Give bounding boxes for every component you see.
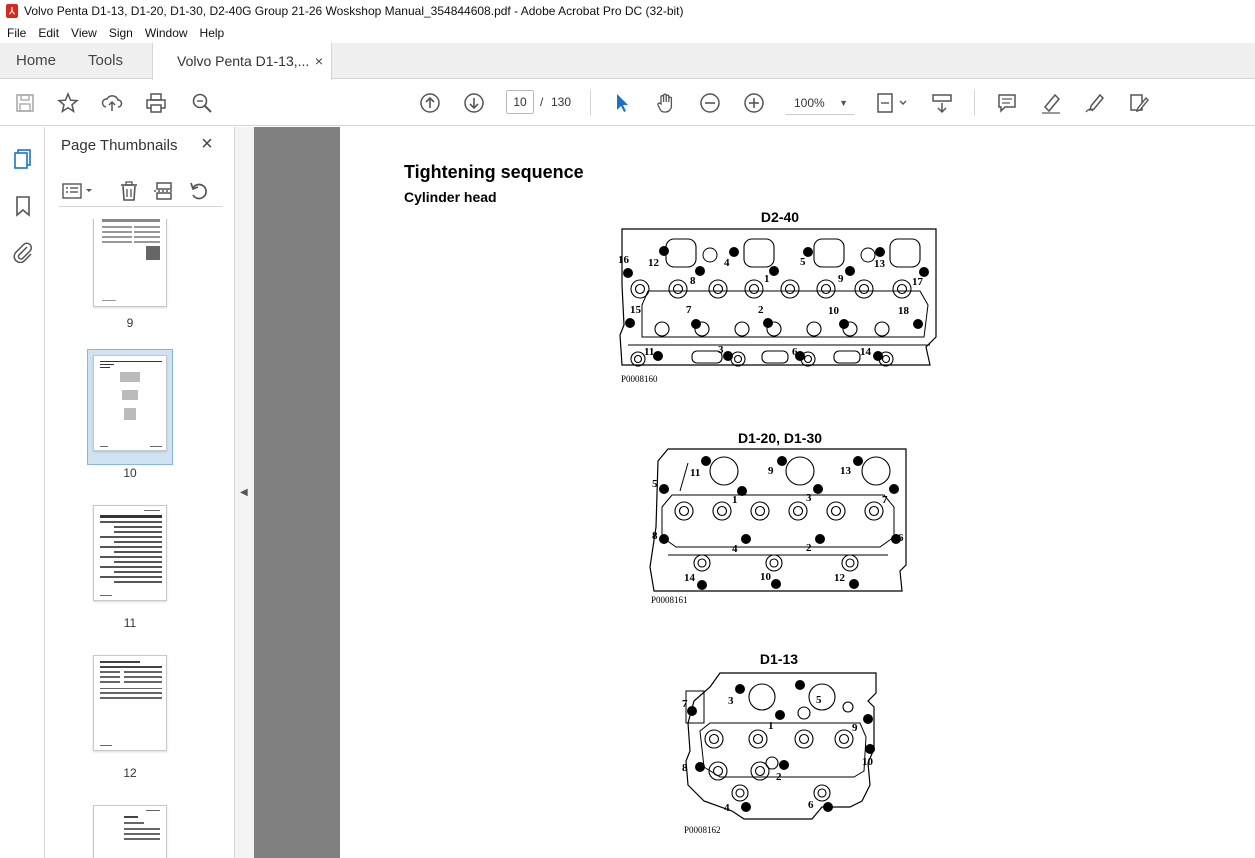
rotate-icon[interactable] bbox=[187, 179, 211, 203]
bolt-label: 5 bbox=[800, 256, 806, 268]
zoom-out-icon[interactable] bbox=[698, 91, 722, 115]
document-viewport[interactable] bbox=[254, 127, 1255, 858]
bolt-label: 4 bbox=[724, 257, 730, 269]
bolt-label: 7 bbox=[882, 494, 888, 506]
page-thumbnails-icon[interactable] bbox=[11, 147, 35, 171]
bolt-label: 13 bbox=[874, 258, 885, 270]
bolt-label: 8 bbox=[690, 275, 696, 287]
figure-reference: P0008162 bbox=[684, 825, 721, 835]
bolt-label: 3 bbox=[718, 344, 724, 356]
bolt-label: 9 bbox=[768, 465, 774, 477]
print-icon[interactable] bbox=[144, 91, 168, 115]
thumbnails-panel bbox=[45, 127, 235, 858]
menu-edit[interactable]: Edit bbox=[38, 25, 60, 40]
tab-document-label: Volvo Penta D1-13,... bbox=[177, 53, 310, 69]
pdf-icon: ⅄ bbox=[6, 4, 18, 18]
tab-tools[interactable]: Tools bbox=[88, 52, 124, 69]
figure-reference: P0008161 bbox=[651, 595, 688, 605]
thumbnail-page-12[interactable] bbox=[93, 655, 167, 751]
fit-page-icon[interactable] bbox=[874, 91, 910, 115]
close-tab-icon[interactable]: × bbox=[314, 53, 323, 69]
menu-sign[interactable]: Sign bbox=[108, 25, 133, 40]
bolt-label: 6 bbox=[792, 346, 798, 358]
page-up-icon[interactable] bbox=[418, 91, 442, 115]
delete-icon[interactable] bbox=[117, 179, 141, 203]
bolt-label: 11 bbox=[644, 346, 655, 358]
cylinder-head-d1-20-d1-30-diagram bbox=[648, 447, 910, 597]
bolt-label: 12 bbox=[648, 257, 659, 269]
bolt-label: 4 bbox=[732, 543, 738, 555]
bolt-label: 6 bbox=[898, 532, 904, 544]
left-rail bbox=[0, 127, 45, 858]
bolt-label: 8 bbox=[652, 530, 658, 542]
figure-reference: P0008160 bbox=[621, 374, 658, 384]
figure-title: D1-20, D1-30 bbox=[737, 430, 823, 446]
panel-toolbar bbox=[59, 177, 223, 207]
bolt-label: 6 bbox=[808, 799, 814, 811]
upload-icon[interactable] bbox=[100, 91, 124, 115]
pdf-page bbox=[340, 127, 1255, 858]
menu-help[interactable]: Help bbox=[199, 25, 225, 40]
bolt-label: 7 bbox=[686, 304, 692, 316]
bolt-label: 7 bbox=[682, 698, 688, 710]
thumbnail-label: 10 bbox=[123, 466, 137, 480]
bolt-label: 5 bbox=[816, 694, 822, 706]
thumbnail-page-9[interactable] bbox=[93, 219, 167, 307]
highlight-icon[interactable] bbox=[1039, 91, 1063, 115]
bolt-label: 3 bbox=[806, 492, 812, 504]
figure-title: D2-40 bbox=[760, 209, 800, 225]
bolt-label: 13 bbox=[840, 465, 851, 477]
sign-icon[interactable] bbox=[1083, 91, 1107, 115]
panel-splitter[interactable] bbox=[235, 127, 254, 858]
bolt-label: 8 bbox=[682, 762, 688, 774]
thumbnail-label: 11 bbox=[123, 616, 137, 630]
bolt-label: 2 bbox=[758, 304, 764, 316]
bolt-label: 1 bbox=[764, 273, 770, 285]
zoom-value: 100% bbox=[794, 96, 825, 110]
window-title: Volvo Penta D1-13, D1-20, D1-30, D2-40G Group 21-26 Woskshop Manual_354844608.pdf - Adobe Acrobat Pro DC (32-bit) bbox=[24, 4, 684, 18]
menu-file[interactable]: File bbox=[7, 25, 27, 40]
menu-view[interactable]: View bbox=[71, 25, 97, 40]
bolt-label: 1 bbox=[732, 494, 738, 506]
thumbnail-page-11[interactable] bbox=[93, 505, 167, 601]
tab-bar bbox=[0, 43, 1255, 79]
panel-title: Page Thumbnails bbox=[61, 137, 178, 154]
thumbnail-label: 9 bbox=[126, 316, 134, 330]
zoom-select[interactable] bbox=[786, 91, 854, 115]
thumbnail-list bbox=[45, 219, 213, 858]
bolt-label: 17 bbox=[912, 276, 923, 288]
bolt-label: 9 bbox=[852, 722, 858, 734]
bolt-label: 10 bbox=[828, 305, 839, 317]
bolt-label: 12 bbox=[834, 572, 845, 584]
bolt-label: 9 bbox=[838, 273, 844, 285]
tab-document[interactable] bbox=[152, 43, 332, 80]
bolt-label: 4 bbox=[724, 802, 730, 814]
select-arrow-icon[interactable] bbox=[610, 91, 634, 115]
bolt-label: 11 bbox=[690, 467, 701, 479]
bolt-label: 10 bbox=[760, 571, 771, 583]
bookmark-star-icon[interactable] bbox=[56, 91, 80, 115]
page-heading: Tightening sequence bbox=[404, 162, 584, 182]
bolt-label: 1 bbox=[768, 720, 774, 732]
title-bar bbox=[0, 0, 1255, 22]
page-separator: / bbox=[540, 95, 544, 109]
main-toolbar bbox=[0, 80, 1255, 126]
bolt-label: 14 bbox=[684, 572, 695, 584]
menu-bar bbox=[0, 22, 1255, 43]
collapse-panel-icon[interactable]: ◀ bbox=[240, 487, 248, 498]
toolbar-divider bbox=[590, 90, 591, 116]
bolt-label: 15 bbox=[630, 304, 641, 316]
page-subheading: Cylinder head bbox=[404, 189, 497, 205]
tab-home[interactable]: Home bbox=[16, 52, 57, 69]
thumbnail-label: 12 bbox=[123, 766, 137, 780]
comment-icon[interactable] bbox=[995, 91, 1019, 115]
edit-pdf-icon[interactable] bbox=[1127, 91, 1151, 115]
toolbar-divider bbox=[974, 90, 975, 116]
zoom-search-icon[interactable] bbox=[190, 91, 214, 115]
figure-title: D1-13 bbox=[759, 651, 799, 667]
options-icon[interactable] bbox=[61, 179, 97, 203]
bolt-label: 14 bbox=[860, 346, 871, 358]
bolt-label: 2 bbox=[806, 542, 812, 554]
cylinder-head-d2-40-diagram bbox=[618, 225, 944, 373]
thumbnail-page-10[interactable] bbox=[93, 355, 167, 451]
bolt-label: 18 bbox=[898, 305, 909, 317]
scroll-mode-icon[interactable] bbox=[930, 91, 954, 115]
bolt-label: 10 bbox=[862, 756, 873, 768]
close-panel-icon[interactable]: × bbox=[201, 133, 213, 155]
menu-window[interactable]: Window bbox=[144, 25, 188, 40]
cylinder-head-d1-13-diagram bbox=[680, 667, 880, 827]
page-down-icon[interactable] bbox=[462, 91, 486, 115]
bolt-label: 16 bbox=[618, 254, 629, 266]
bolt-label: 2 bbox=[776, 771, 782, 783]
page-total: 130 bbox=[551, 95, 572, 109]
crop-icon[interactable] bbox=[152, 179, 176, 203]
thumbnail-page-13[interactable] bbox=[93, 805, 167, 858]
zoom-in-icon[interactable] bbox=[742, 91, 766, 115]
hand-tool-icon[interactable] bbox=[654, 91, 678, 115]
bolt-label: 3 bbox=[728, 695, 734, 707]
attachments-icon[interactable] bbox=[11, 240, 35, 264]
save-icon[interactable] bbox=[13, 91, 37, 115]
bookmarks-icon[interactable] bbox=[11, 194, 35, 218]
chevron-down-icon: ▼ bbox=[839, 98, 848, 108]
page-number-input[interactable]: 10 bbox=[506, 90, 534, 114]
bolt-label: 5 bbox=[652, 478, 658, 490]
